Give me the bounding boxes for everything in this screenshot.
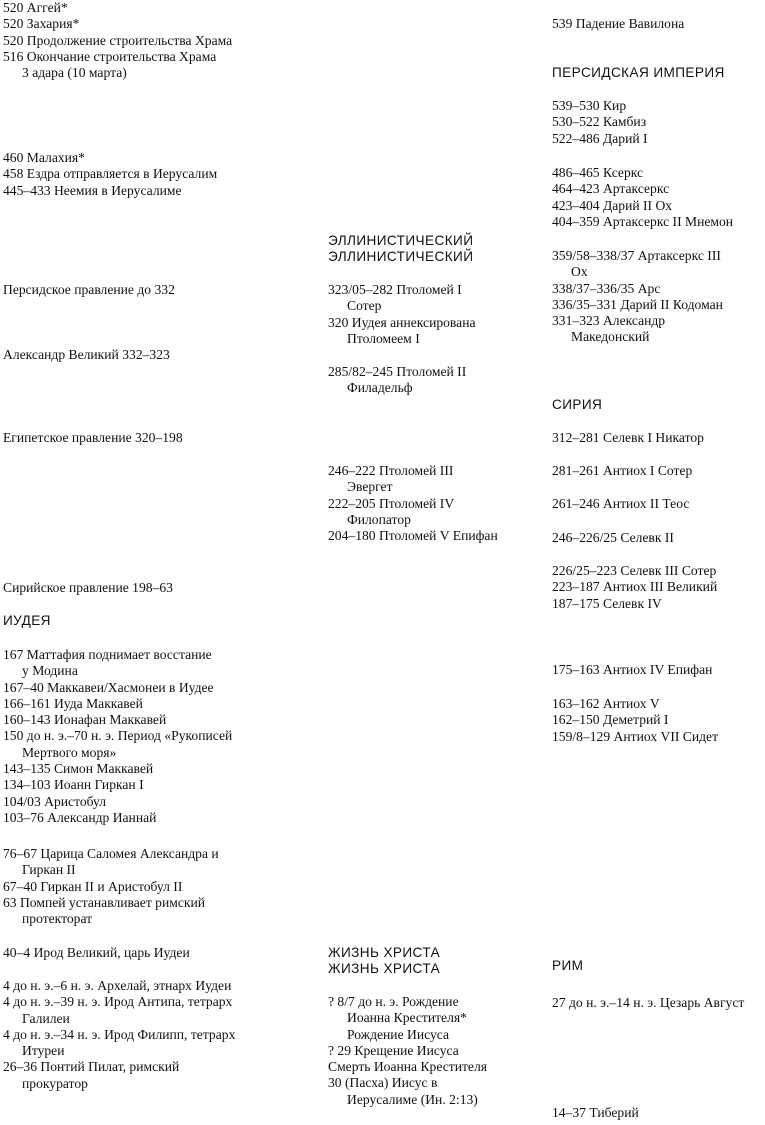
tiberius-entry: 14–37 Тиберий	[552, 1105, 639, 1120]
entry-line: 486–465 Ксеркс	[552, 165, 644, 180]
entry-line: 530–522 Камбиз	[552, 114, 647, 130]
entry-line: 226/25–223 Селевк III Сотер	[552, 563, 717, 578]
ptolemy-entries-c	[328, 463, 498, 544]
heading-line: ЖИЗНЬ ХРИСТА	[328, 945, 441, 960]
entry-line: Смерть Иоанна Крестителя	[328, 1059, 487, 1075]
ptolemy-entries-a	[328, 282, 476, 347]
entry-line: 520 Продолжение строительства Храма	[3, 32, 233, 48]
entry-continuation: прокуратор	[22, 1075, 88, 1091]
entry-line: 167 Маттафия поднимает восстание	[3, 647, 212, 662]
entry-line: 285/82–245 Птоломей II	[328, 364, 467, 379]
entry-continuation: Галилеи	[22, 1010, 70, 1026]
entry-line: 4 до н. э.–39 н. э. Ирод Антипа, тетрарх	[3, 994, 233, 1010]
augustus-entry: 27 до н. э.–14 н. э. Цезарь Август	[552, 995, 745, 1010]
entry-line: 162–150 Деметрий I	[552, 712, 669, 728]
entry-line: 163–162 Антиох V	[552, 696, 660, 711]
entry-line: 30 (Пасха) Иисус в	[328, 1075, 438, 1091]
heading-line: ЖИЗНЬ ХРИСТА	[328, 961, 441, 976]
entry-line: 160–143 Ионафан Маккавей	[3, 712, 167, 728]
entry-line: 204–180 Птоломей V Епифан	[328, 528, 498, 544]
seleucus-i-entry: 312–281 Селевк I Никатор	[552, 430, 704, 445]
antiochus-iv-entry: 175–163 Антиох IV Епифан	[552, 662, 713, 677]
entry-continuation: Итуреи	[22, 1043, 65, 1059]
entry-continuation: Гиркан II	[22, 862, 76, 878]
persia-entries-a	[552, 98, 648, 147]
entry-line: 331–323 Александр	[552, 313, 666, 329]
entry-line: 460 Малахия*	[3, 150, 85, 165]
entry-line: 150 до н. э.–70 н. э. Период «Рукописей	[3, 728, 233, 744]
entry-continuation: Македонский	[571, 329, 650, 345]
entry-continuation: Иоанна Крестителя*	[347, 1010, 467, 1026]
persian-rule-label: Персидское правление до 332	[3, 282, 175, 297]
christ-heading	[328, 945, 440, 977]
entry-line: 359/58–338/37 Артаксеркс III	[552, 248, 721, 263]
syria-entries-a	[552, 563, 717, 612]
christ-entries	[328, 994, 487, 1108]
entry-line: 520 Захария*	[3, 16, 80, 32]
entry-continuation: у Модина	[22, 663, 78, 679]
entry-continuation: Мертвого моря»	[22, 744, 117, 760]
syrian-rule-label: Сирийское правление 198–63	[3, 580, 173, 595]
alexander-label: Александр Великий 332–323	[3, 347, 170, 362]
rome-heading: РИМ	[552, 958, 584, 973]
entry-continuation: Ох	[571, 264, 588, 280]
entry-line: 404–359 Артаксеркс II Мнемон	[552, 213, 734, 229]
entry-line: 338/37–336/35 Арс	[552, 280, 661, 296]
entry-line: ? 8/7 до н. э. Рождение	[328, 994, 459, 1009]
entry-line: 166–161 Иуда Маккавей	[3, 695, 143, 711]
entry-continuation: Эвергет	[347, 479, 393, 495]
judea-entries-b	[3, 846, 219, 927]
judea-entries-c	[3, 978, 235, 1092]
heading-line: ЭЛЛИНИСТИЧЕСКИЙ	[328, 249, 474, 264]
hellenistic-heading	[328, 233, 473, 265]
seleucus-ii-entry: 246–226/25 Селевк II	[552, 530, 674, 545]
col1-mid-entries	[3, 150, 217, 199]
herod-entry: 40–4 Ирод Великий, царь Иудеи	[3, 945, 190, 960]
entry-continuation: Рождение Иисуса	[347, 1026, 449, 1042]
entry-line: 103–76 Александр Ианнай	[3, 809, 157, 825]
entry-line: 458 Ездра отправляется в Иерусалим	[3, 166, 218, 182]
entry-line: 520 Аггей*	[3, 0, 68, 15]
entry-line: 539–530 Кир	[552, 98, 627, 113]
entry-line: 336/35–331 Дарий II Кодоман	[552, 296, 723, 312]
persia-entries-b	[552, 165, 733, 230]
entry-line: 76–67 Царица Саломея Александра и	[3, 846, 219, 861]
entry-continuation: Сотер	[347, 298, 382, 314]
syria-heading: СИРИЯ	[552, 397, 603, 412]
entry-continuation: Иерусалиме (Ин. 2:13)	[347, 1091, 478, 1107]
entry-line: 4 до н. э.–6 н. э. Архелай, этнарх Иудеи	[3, 978, 232, 993]
entry-line: 516 Окончание строительства Храма	[3, 48, 217, 64]
persian-empire-heading: ПЕРСИДСКАЯ ИМПЕРИЯ	[552, 65, 725, 80]
entry-line: 4 до н. э.–34 н. э. Ирод Филипп, тетрарх	[3, 1026, 236, 1042]
entry-line: 67–40 Гиркан II и Аристобул II	[3, 878, 183, 894]
entry-line: 63 Помпей устанавливает римский	[3, 894, 206, 910]
ptolemy-entries-b	[328, 364, 466, 397]
entry-line: 522–486 Дарий I	[552, 130, 648, 146]
entry-line: 26–36 Понтий Пилат, римский	[3, 1059, 180, 1075]
egyptian-rule-label: Египетское правление 320–198	[3, 430, 183, 445]
entry-line: 187–175 Селевк IV	[552, 595, 662, 611]
antiochus-ii-entry: 261–246 Антиох II Теос	[552, 496, 690, 511]
col1-top-entries	[3, 0, 232, 81]
entry-line: 423–404 Дарий II Ох	[552, 197, 673, 213]
entry-line: ? 29 Крещение Иисуса	[328, 1042, 459, 1058]
entry-line: 223–187 Антиох III Великий	[552, 579, 718, 595]
entry-line: 320 Иудея аннексирована	[328, 314, 476, 330]
entry-line: 167–40 Маккавеи/Хасмонеи в Иудее	[3, 679, 214, 695]
entry-line: 104/03 Аристобул	[3, 793, 107, 809]
entry-line: 323/05–282 Птоломей I	[328, 282, 462, 297]
entry-continuation: Филопатор	[347, 511, 411, 527]
entry-continuation: протекторат	[22, 911, 93, 927]
heading-line: ЭЛЛИНИСТИЧЕСКИЙ	[328, 233, 474, 248]
entry-continuation: 3 адара (10 марта)	[22, 65, 127, 81]
persia-entries-c	[552, 248, 723, 346]
judea-entries-a	[3, 647, 232, 826]
babylon-entry: 539 Падение Вавилона	[552, 16, 685, 31]
entry-line: 246–222 Птоломей III	[328, 463, 454, 478]
entry-line: 445–433 Неемия в Иерусалиме	[3, 182, 182, 198]
entry-line: 464–423 Артаксеркс	[552, 181, 670, 197]
entry-line: 222–205 Птоломей IV	[328, 495, 455, 511]
judea-heading: ИУДЕЯ	[3, 613, 51, 628]
entry-line: 143–135 Симон Маккавей	[3, 761, 154, 777]
entry-line: 134–103 Иоанн Гиркан I	[3, 777, 144, 793]
entry-line: 159/8–129 Антиох VII Сидет	[552, 728, 719, 744]
entry-continuation: Птоломеем I	[347, 330, 420, 346]
entry-continuation: Филадельф	[347, 380, 413, 396]
antiochus-i-entry: 281–261 Антиох I Сотер	[552, 463, 693, 478]
syria-entries-b	[552, 696, 718, 745]
